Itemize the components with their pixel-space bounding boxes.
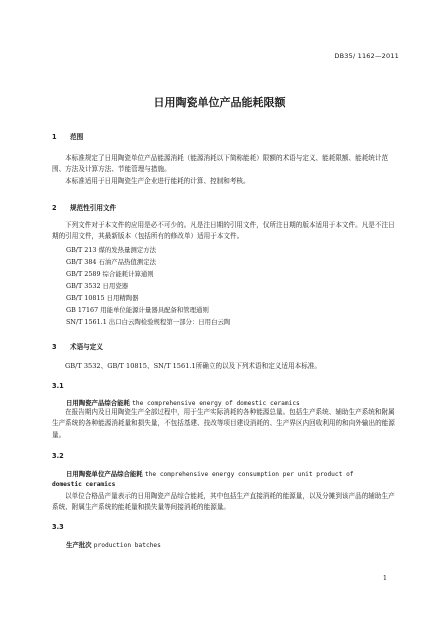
reference-item: GB/T 384 石油产品热值测定法 <box>66 258 156 266</box>
reference-item: SN/T 1561.1 出口白云陶检验规程第一部分：日用白云陶 <box>66 318 231 326</box>
reference-item: GB 17167 用能单位能源计量器具配备和管理通则 <box>66 306 209 314</box>
reference-item: GB/T 2589 综合能耗计算通则 <box>66 270 154 278</box>
clause-number: 3.1 <box>52 382 64 390</box>
reference-item: GB/T 3532 日用瓷器 <box>66 282 129 290</box>
section-1-heading: 1 范围 <box>52 133 84 141</box>
term-title-continued: domestic ceramics <box>52 481 116 488</box>
standard-number: DB35/ 1162—2011 <box>334 52 399 60</box>
clause-number: 3.3 <box>52 523 64 531</box>
reference-item: GB/T 10815 日用精陶器 <box>66 294 139 302</box>
reference-item: GB/T 213 煤的发热量测定方法 <box>66 246 156 254</box>
section-1-paragraph-2: 本标准适用于日用陶瓷生产企业进行能耗的计算、控制和考核。 <box>65 177 250 185</box>
term-title: 生产批次 production batches <box>66 541 161 549</box>
section-3-intro: GB/T 3532、GB/T 10815、SN/T 1561.1所确立的以及下列术语和定义适用本标准。 <box>65 362 321 370</box>
section-2-heading: 2 规范性引用文件 <box>52 204 117 212</box>
term-title: 日用陶瓷产品综合能耗 the comprehensive energy of domestic ceramics <box>66 399 300 407</box>
term-definition: 在报告期内及日用陶瓷生产全部过程中，用于生产实际消耗的各种能源总量。包括生产系统、辅助生产系统和附属生产系统的各种能源消耗量和损失量，不包括基建、技改等项目建设消耗的、生产界区内回收利用的和向外输出的能源量。 <box>52 408 395 439</box>
section-3-heading: 3 术语与定义 <box>52 343 103 351</box>
term-definition: 以单位合格品产量表示的日用陶瓷产品综合能耗，其中包括生产直接消耗的能源量，以及分摊到该产品的辅助生产系统、附属生产系统的能耗量和损失量等间接消耗的能源量。 <box>52 492 395 512</box>
section-1-paragraph-1: 本标准规定了日用陶瓷单位产品能源消耗（能源消耗以下简称能耗）限额的术语与定义、能耗限额、能耗统计范围、方法及计算方法、节能管理与措施。 <box>52 154 389 174</box>
term-title: 日用陶瓷单位产品综合能耗 the comprehensive energy consumption per unit product of <box>66 470 354 478</box>
document-title: 日用陶瓷单位产品能耗限额 <box>153 96 286 109</box>
page-number: 1 <box>382 574 387 582</box>
section-2-intro: 下列文件对于本文件的应用是必不可少的。凡是注日期的引用文件，仅所注日期的版本适用于本文件。凡是不注日期的引用文件，其最新版本（包括所有的修改单）适用于本文件。 <box>52 221 395 241</box>
clause-number: 3.2 <box>52 452 64 460</box>
